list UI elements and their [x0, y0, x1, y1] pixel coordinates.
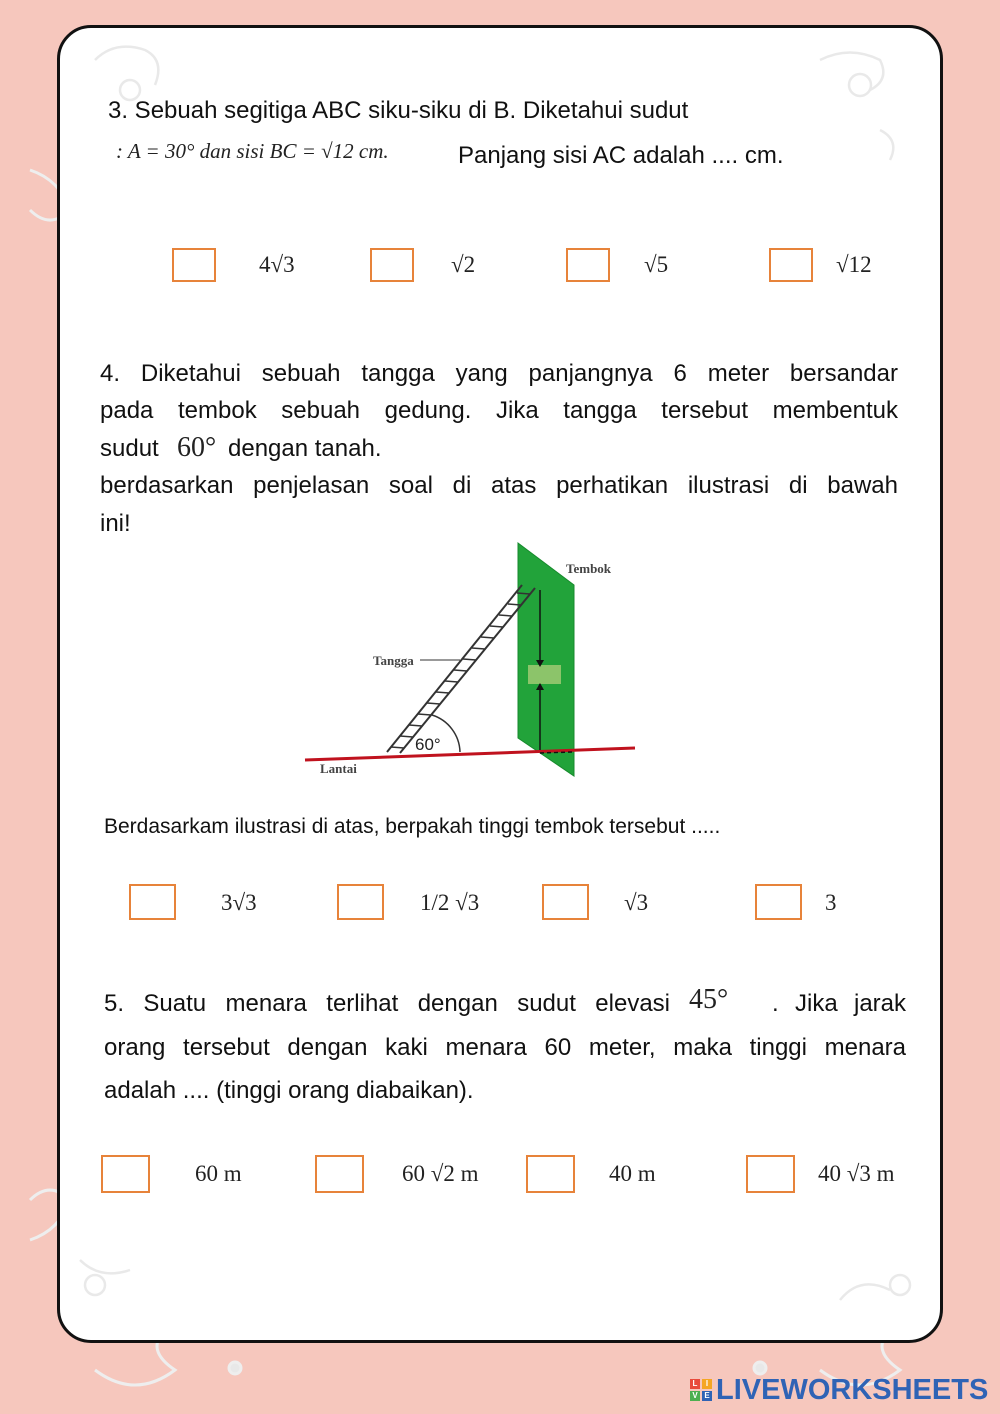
q3-line1: 3. Sebuah segitiga ABC siku-siku di B. Diketahui sudut — [108, 97, 689, 124]
q4-option-4-checkbox[interactable] — [755, 884, 802, 920]
logo-text: LIVEWORKSHEETS — [716, 1373, 989, 1406]
ladder-illustration — [300, 540, 640, 780]
q5-option-4-label: 40 √3 m — [818, 1161, 895, 1186]
q4-line2: pada tembok sebuah gedung. Jika tangga tersebut membentuk — [100, 397, 898, 424]
q4-angle: 60° — [177, 432, 217, 463]
q5-option-3-checkbox[interactable] — [526, 1155, 575, 1193]
q3-line2: Panjang sisi AC adalah .... cm. — [458, 142, 784, 169]
q5-line1-prefix: 5. Suatu menara terlihat dengan sudut elevasi — [104, 990, 670, 1017]
logo-mark-icon: L I V E — [690, 1379, 712, 1401]
q5-option-4-checkbox[interactable] — [746, 1155, 795, 1193]
q4-line3-suffix: dengan tanah. — [228, 435, 382, 462]
q4-option-3-checkbox[interactable] — [542, 884, 589, 920]
q5-line3: adalah .... (tinggi orang diabaikan). — [104, 1077, 474, 1104]
q4-line3-prefix: sudut — [100, 435, 159, 462]
q3-option-4-label: √12 — [836, 252, 872, 277]
q5-option-3-label: 40 m — [609, 1161, 656, 1186]
q3-option-3-checkbox[interactable] — [566, 248, 610, 282]
figure-ladder-label: Tangga — [373, 653, 414, 668]
q5-line2: orang tersebut dengan kaki menara 60 meter, maka tinggi menara — [104, 1034, 906, 1061]
q4-option-3-label: √3 — [624, 890, 649, 915]
q3-option-1-label: 4√3 — [259, 252, 295, 277]
q4-line1: 4. Diketahui sebuah tangga yang panjangnya 6 meter bersandar — [100, 360, 898, 387]
q4-option-2-label: 1/2 √3 — [420, 890, 480, 915]
q5-option-2-checkbox[interactable] — [315, 1155, 364, 1193]
ladder — [387, 585, 535, 753]
q3-math-expression: : A = 30° dan sisi BC = √12 cm. — [116, 139, 389, 163]
q3-option-2-label: √2 — [451, 252, 476, 277]
q4-option-4-label: 3 — [825, 890, 837, 915]
q3-option-1-checkbox[interactable] — [172, 248, 216, 282]
wall-marker — [528, 665, 561, 684]
q3-option-4-checkbox[interactable] — [769, 248, 813, 282]
q4-line4: berdasarkan penjelasan soal di atas perhatikan ilustrasi di bawah — [100, 472, 898, 499]
figure-floor-label: Lantai — [320, 761, 357, 776]
q4-option-1-checkbox[interactable] — [129, 884, 176, 920]
figure-angle-label: 60° — [415, 735, 441, 754]
q3-option-2-checkbox[interactable] — [370, 248, 414, 282]
floor-line — [305, 748, 635, 760]
q4-option-2-checkbox[interactable] — [337, 884, 384, 920]
figure-wall-label: Tembok — [566, 561, 612, 576]
wall-shape — [518, 543, 574, 776]
q4-question: Berdasarkam ilustrasi di atas, berpakah tinggi tembok tersebut ..... — [104, 815, 721, 838]
q5-option-1-label: 60 m — [195, 1161, 242, 1186]
q5-angle: 45° — [689, 984, 729, 1015]
q3-option-3-label: √5 — [644, 252, 669, 277]
q4-line5: ini! — [100, 510, 131, 537]
q4-option-1-label: 3√3 — [221, 890, 257, 915]
q5-line1-suffix: . Jika jarak — [772, 990, 906, 1017]
q5-option-1-checkbox[interactable] — [101, 1155, 150, 1193]
liveworksheets-logo[interactable] — [690, 1373, 988, 1407]
q5-option-2-label: 60 √2 m — [402, 1161, 479, 1186]
